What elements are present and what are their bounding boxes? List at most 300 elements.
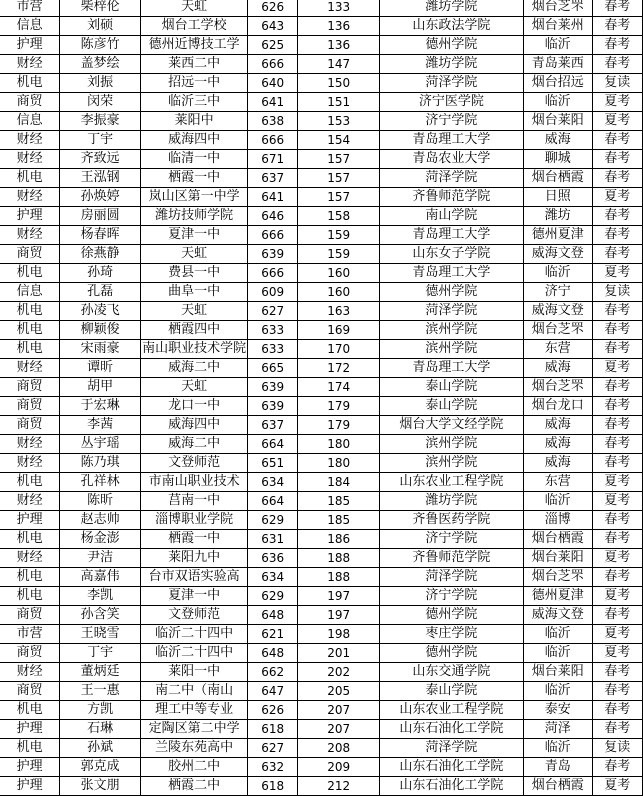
name-cell: 陈昕 xyxy=(60,492,141,511)
exam-type-cell: 春考 xyxy=(592,55,642,74)
name-cell: 尹洁 xyxy=(60,549,141,568)
name-cell: 赵志帅 xyxy=(60,511,141,530)
school-cell: 曲阜一中 xyxy=(141,283,248,302)
exam-type-cell: 春考 xyxy=(592,682,642,701)
college-cell: 青岛理工大学 xyxy=(379,264,523,283)
college-cell: 济宁医学院 xyxy=(379,93,523,112)
name-cell: 齐致远 xyxy=(60,150,141,169)
college-cell: 滨州学院 xyxy=(379,340,523,359)
exam-type-cell: 复读 xyxy=(592,74,642,93)
name-cell: 王晓雪 xyxy=(60,625,141,644)
table-row xyxy=(0,93,643,112)
school-cell: 莱阳九中 xyxy=(141,549,248,568)
rank-cell: 157 xyxy=(298,150,380,169)
rank-cell: 133 xyxy=(298,0,380,17)
school-cell: 栖霞一中 xyxy=(141,530,248,549)
name-cell: 丁宇 xyxy=(60,644,141,663)
region-cell: 威海文登 xyxy=(523,606,592,625)
exam-type-cell: 夏考 xyxy=(592,264,642,283)
major-cell: 财经 xyxy=(0,359,60,378)
rank-cell: 170 xyxy=(298,340,380,359)
major-cell: 财经 xyxy=(0,492,60,511)
college-cell: 泰山学院 xyxy=(379,397,523,416)
school-cell: 招远一中 xyxy=(141,74,248,93)
score-cell: 651 xyxy=(248,454,298,473)
rank-cell: 157 xyxy=(298,169,380,188)
rank-cell: 160 xyxy=(298,264,380,283)
major-cell: 机电 xyxy=(0,701,60,720)
name-cell: 王一惠 xyxy=(60,682,141,701)
college-cell: 德州学院 xyxy=(379,36,523,55)
region-cell: 泰安 xyxy=(523,701,592,720)
table-row xyxy=(0,454,643,473)
table-row xyxy=(0,701,643,720)
exam-type-cell: 夏考 xyxy=(592,188,642,207)
major-cell: 护理 xyxy=(0,511,60,530)
major-cell: 机电 xyxy=(0,74,60,93)
table-row xyxy=(0,606,643,625)
region-cell: 威海 xyxy=(523,131,592,150)
exam-type-cell: 夏考 xyxy=(592,93,642,112)
exam-type-cell: 春考 xyxy=(592,0,642,17)
college-cell: 山东石油化工学院 xyxy=(379,777,523,796)
exam-type-cell: 夏考 xyxy=(592,549,642,568)
region-cell: 烟台莱州 xyxy=(523,17,592,36)
exam-type-cell: 春考 xyxy=(592,454,642,473)
name-cell: 盖梦绘 xyxy=(60,55,141,74)
school-cell: 潍坊技师学院 xyxy=(141,207,248,226)
college-cell: 青岛理工大学 xyxy=(379,359,523,378)
rank-cell: 185 xyxy=(298,492,380,511)
region-cell: 聊城 xyxy=(523,150,592,169)
score-cell: 625 xyxy=(248,36,298,55)
table-row xyxy=(0,340,643,359)
college-cell: 南山学院 xyxy=(379,207,523,226)
school-cell: 南二中（南山 xyxy=(141,682,248,701)
rank-cell: 157 xyxy=(298,188,380,207)
score-cell: 638 xyxy=(248,112,298,131)
name-cell: 于宏琳 xyxy=(60,397,141,416)
table-row xyxy=(0,720,643,739)
region-cell: 威海文登 xyxy=(523,245,592,264)
major-cell: 财经 xyxy=(0,663,60,682)
school-cell: 夏津一中 xyxy=(141,587,248,606)
school-cell: 天虹 xyxy=(141,245,248,264)
score-cell: 646 xyxy=(248,207,298,226)
name-cell: 房丽圆 xyxy=(60,207,141,226)
score-cell: 609 xyxy=(248,283,298,302)
table-row xyxy=(0,739,643,758)
major-cell: 护理 xyxy=(0,36,60,55)
rank-cell: 172 xyxy=(298,359,380,378)
major-cell: 市营 xyxy=(0,625,60,644)
major-cell: 护理 xyxy=(0,720,60,739)
school-cell: 栖霞二中 xyxy=(141,777,248,796)
exam-type-cell: 春考 xyxy=(592,606,642,625)
region-cell: 威海 xyxy=(523,454,592,473)
exam-type-cell: 夏考 xyxy=(592,777,642,796)
region-cell: 威海 xyxy=(523,416,592,435)
major-cell: 商贸 xyxy=(0,682,60,701)
rank-cell: 198 xyxy=(298,625,380,644)
college-cell: 滨州学院 xyxy=(379,321,523,340)
name-cell: 高嘉伟 xyxy=(60,568,141,587)
exam-type-cell: 复读 xyxy=(592,739,642,758)
exam-type-cell: 春考 xyxy=(592,340,642,359)
rank-cell: 153 xyxy=(298,112,380,131)
score-cell: 666 xyxy=(248,131,298,150)
region-cell: 德州夏津 xyxy=(523,226,592,245)
score-cell: 634 xyxy=(248,473,298,492)
major-cell: 机电 xyxy=(0,473,60,492)
name-cell: 杨春晖 xyxy=(60,226,141,245)
score-cell: 641 xyxy=(248,188,298,207)
exam-type-cell: 复读 xyxy=(592,283,642,302)
exam-type-cell: 春考 xyxy=(592,207,642,226)
school-cell: 临沂三中 xyxy=(141,93,248,112)
table-row xyxy=(0,473,643,492)
college-cell: 菏泽学院 xyxy=(379,74,523,93)
score-cell: 639 xyxy=(248,397,298,416)
college-cell: 济宁学院 xyxy=(379,530,523,549)
table-row xyxy=(0,207,643,226)
region-cell: 威海 xyxy=(523,359,592,378)
table-row xyxy=(0,530,643,549)
exam-type-cell: 夏考 xyxy=(592,473,642,492)
rank-cell: 179 xyxy=(298,416,380,435)
college-cell: 泰山学院 xyxy=(379,378,523,397)
table-row xyxy=(0,587,643,606)
college-cell: 泰山学院 xyxy=(379,682,523,701)
college-cell: 菏泽学院 xyxy=(379,169,523,188)
school-cell: 莒南一中 xyxy=(141,492,248,511)
score-cell: 632 xyxy=(248,758,298,777)
college-cell: 齐鲁师范学院 xyxy=(379,188,523,207)
school-cell: 市南山职业技术 xyxy=(141,473,248,492)
school-cell: 天虹 xyxy=(141,378,248,397)
region-cell: 烟台莱阳 xyxy=(523,663,592,682)
region-cell: 临沂 xyxy=(523,682,592,701)
region-cell: 临沂 xyxy=(523,36,592,55)
region-cell: 威海 xyxy=(523,435,592,454)
score-cell: 664 xyxy=(248,492,298,511)
score-cell: 618 xyxy=(248,720,298,739)
name-cell: 闵荣 xyxy=(60,93,141,112)
major-cell: 商贸 xyxy=(0,93,60,112)
name-cell: 柴梓伦 xyxy=(60,0,141,17)
school-cell: 莱阳中 xyxy=(141,112,248,131)
major-cell: 财经 xyxy=(0,131,60,150)
exam-type-cell: 夏考 xyxy=(592,492,642,511)
score-cell: 637 xyxy=(248,416,298,435)
region-cell: 烟台芝罘 xyxy=(523,568,592,587)
college-cell: 齐鲁医药学院 xyxy=(379,511,523,530)
name-cell: 孙凌飞 xyxy=(60,302,141,321)
score-cell: 665 xyxy=(248,359,298,378)
major-cell: 市营 xyxy=(0,0,60,17)
rank-cell: 180 xyxy=(298,435,380,454)
table-row xyxy=(0,435,643,454)
region-cell: 青岛 xyxy=(523,758,592,777)
table-row xyxy=(0,36,643,55)
school-cell: 台市双语实验高 xyxy=(141,568,248,587)
school-cell: 莱西二中 xyxy=(141,55,248,74)
major-cell: 财经 xyxy=(0,226,60,245)
rank-cell: 163 xyxy=(298,302,380,321)
name-cell: 李振豪 xyxy=(60,112,141,131)
college-cell: 潍坊学院 xyxy=(379,492,523,511)
region-cell: 临沂 xyxy=(523,264,592,283)
name-cell: 杨金澎 xyxy=(60,530,141,549)
college-cell: 菏泽学院 xyxy=(379,568,523,587)
major-cell: 商贸 xyxy=(0,606,60,625)
school-cell: 胶州二中 xyxy=(141,758,248,777)
exam-type-cell: 夏考 xyxy=(592,359,642,378)
score-cell: 621 xyxy=(248,625,298,644)
exam-type-cell: 春考 xyxy=(592,720,642,739)
rank-cell: 188 xyxy=(298,549,380,568)
exam-type-cell: 春考 xyxy=(592,530,642,549)
college-cell: 菏泽学院 xyxy=(379,302,523,321)
major-cell: 机电 xyxy=(0,321,60,340)
region-cell: 烟台招远 xyxy=(523,74,592,93)
college-cell: 济宁学院 xyxy=(379,112,523,131)
school-cell: 兰陵东苑高中 xyxy=(141,739,248,758)
name-cell: 孙琦 xyxy=(60,264,141,283)
score-cell: 631 xyxy=(248,530,298,549)
college-cell: 齐鲁师范学院 xyxy=(379,549,523,568)
rank-cell: 212 xyxy=(298,777,380,796)
major-cell: 财经 xyxy=(0,454,60,473)
table-row xyxy=(0,359,643,378)
rank-cell: 160 xyxy=(298,283,380,302)
school-cell: 德州近博技工学 xyxy=(141,36,248,55)
name-cell: 孙斌 xyxy=(60,739,141,758)
exam-type-cell: 夏考 xyxy=(592,587,642,606)
exam-type-cell: 春考 xyxy=(592,302,642,321)
rank-cell: 197 xyxy=(298,587,380,606)
score-cell: 629 xyxy=(248,511,298,530)
table-row xyxy=(0,226,643,245)
college-cell: 山东女子学院 xyxy=(379,245,523,264)
college-cell: 山东石油化工学院 xyxy=(379,720,523,739)
table-row xyxy=(0,568,643,587)
rank-cell: 209 xyxy=(298,758,380,777)
region-cell: 东营 xyxy=(523,473,592,492)
school-cell: 栖霞四中 xyxy=(141,321,248,340)
college-cell: 德州学院 xyxy=(379,606,523,625)
table-row xyxy=(0,17,643,36)
major-cell: 财经 xyxy=(0,55,60,74)
college-cell: 山东交通学院 xyxy=(379,663,523,682)
exam-type-cell: 春考 xyxy=(592,511,642,530)
score-cell: 639 xyxy=(248,378,298,397)
region-cell: 临沂 xyxy=(523,625,592,644)
score-cell: 639 xyxy=(248,245,298,264)
rank-cell: 150 xyxy=(298,74,380,93)
region-cell: 临沂 xyxy=(523,492,592,511)
table-row xyxy=(0,549,643,568)
rank-cell: 147 xyxy=(298,55,380,74)
table-row xyxy=(0,397,643,416)
major-cell: 商贸 xyxy=(0,378,60,397)
table-row xyxy=(0,188,643,207)
school-cell: 临清一中 xyxy=(141,150,248,169)
exam-type-cell: 春考 xyxy=(592,701,642,720)
table-row xyxy=(0,321,643,340)
score-cell: 634 xyxy=(248,568,298,587)
table-row xyxy=(0,150,643,169)
table-row xyxy=(0,0,643,17)
school-cell: 威海四中 xyxy=(141,131,248,150)
score-cell: 633 xyxy=(248,340,298,359)
exam-type-cell: 夏考 xyxy=(592,644,642,663)
major-cell: 护理 xyxy=(0,758,60,777)
name-cell: 孔祥林 xyxy=(60,473,141,492)
school-cell: 栖霞一中 xyxy=(141,169,248,188)
major-cell: 商贸 xyxy=(0,416,60,435)
name-cell: 谭昕 xyxy=(60,359,141,378)
score-cell: 671 xyxy=(248,150,298,169)
region-cell: 青岛莱西 xyxy=(523,55,592,74)
school-cell: 文登师范 xyxy=(141,454,248,473)
exam-type-cell: 春考 xyxy=(592,568,642,587)
rank-cell: 201 xyxy=(298,644,380,663)
rank-cell: 179 xyxy=(298,397,380,416)
college-cell: 德州学院 xyxy=(379,644,523,663)
school-cell: 威海二中 xyxy=(141,435,248,454)
exam-type-cell: 夏考 xyxy=(592,625,642,644)
name-cell: 张文朋 xyxy=(60,777,141,796)
score-cell: 648 xyxy=(248,644,298,663)
table-row xyxy=(0,131,643,150)
table-row xyxy=(0,169,643,188)
table-row xyxy=(0,758,643,777)
name-cell: 孙焕婷 xyxy=(60,188,141,207)
name-cell: 刘振 xyxy=(60,74,141,93)
school-cell: 夏津一中 xyxy=(141,226,248,245)
rank-cell: 180 xyxy=(298,454,380,473)
school-cell: 莱阳一中 xyxy=(141,663,248,682)
name-cell: 丁宇 xyxy=(60,131,141,150)
college-cell: 滨州学院 xyxy=(379,454,523,473)
region-cell: 烟台芝罘 xyxy=(523,0,592,17)
college-cell: 潍坊学院 xyxy=(379,55,523,74)
name-cell: 胡甲 xyxy=(60,378,141,397)
region-cell: 烟台栖霞 xyxy=(523,169,592,188)
table-row xyxy=(0,777,643,796)
table-row xyxy=(0,302,643,321)
exam-type-cell: 夏考 xyxy=(592,112,642,131)
table-row xyxy=(0,492,643,511)
major-cell: 信息 xyxy=(0,283,60,302)
college-cell: 滨州学院 xyxy=(379,435,523,454)
school-cell: 岚山区第一中学 xyxy=(141,188,248,207)
exam-type-cell: 春考 xyxy=(592,169,642,188)
school-cell: 威海四中 xyxy=(141,416,248,435)
college-cell: 山东政法学院 xyxy=(379,17,523,36)
region-cell: 淄博 xyxy=(523,511,592,530)
score-cell: 643 xyxy=(248,17,298,36)
school-cell: 烟台工学校 xyxy=(141,17,248,36)
major-cell: 财经 xyxy=(0,150,60,169)
region-cell: 临沂 xyxy=(523,739,592,758)
rank-cell: 136 xyxy=(298,36,380,55)
college-cell: 济宁学院 xyxy=(379,587,523,606)
rank-cell: 207 xyxy=(298,720,380,739)
region-cell: 临沂 xyxy=(523,93,592,112)
major-cell: 机电 xyxy=(0,264,60,283)
rank-cell: 159 xyxy=(298,245,380,264)
region-cell: 东营 xyxy=(523,340,592,359)
rank-cell: 202 xyxy=(298,663,380,682)
major-cell: 信息 xyxy=(0,112,60,131)
region-cell: 威海文登 xyxy=(523,302,592,321)
major-cell: 机电 xyxy=(0,568,60,587)
name-cell: 宋雨豪 xyxy=(60,340,141,359)
rank-cell: 158 xyxy=(298,207,380,226)
score-cell: 633 xyxy=(248,321,298,340)
score-cell: 618 xyxy=(248,777,298,796)
college-cell: 青岛理工大学 xyxy=(379,131,523,150)
major-cell: 财经 xyxy=(0,435,60,454)
name-cell: 徐燕静 xyxy=(60,245,141,264)
school-cell: 淄博职业学院 xyxy=(141,511,248,530)
school-cell: 龙口一中 xyxy=(141,397,248,416)
table-row xyxy=(0,644,643,663)
college-cell: 山东农业工程学院 xyxy=(379,473,523,492)
college-cell: 山东石油化工学院 xyxy=(379,758,523,777)
region-cell: 烟台芝罘 xyxy=(523,321,592,340)
table-row xyxy=(0,264,643,283)
region-cell: 潍坊 xyxy=(523,207,592,226)
college-cell: 青岛农业大学 xyxy=(379,150,523,169)
major-cell: 机电 xyxy=(0,739,60,758)
rank-cell: 184 xyxy=(298,473,380,492)
region-cell: 烟台芝罘 xyxy=(523,378,592,397)
table-row xyxy=(0,112,643,131)
rank-cell: 174 xyxy=(298,378,380,397)
region-cell: 烟台栖霞 xyxy=(523,530,592,549)
exam-type-cell: 春考 xyxy=(592,245,642,264)
college-cell: 德州学院 xyxy=(379,283,523,302)
rank-cell: 208 xyxy=(298,739,380,758)
score-cell: 640 xyxy=(248,74,298,93)
major-cell: 机电 xyxy=(0,530,60,549)
name-cell: 丛宇瑶 xyxy=(60,435,141,454)
rank-cell: 159 xyxy=(298,226,380,245)
score-cell: 641 xyxy=(248,93,298,112)
exam-type-cell: 春考 xyxy=(592,416,642,435)
table-row xyxy=(0,378,643,397)
region-cell: 烟台莱阳 xyxy=(523,549,592,568)
name-cell: 郭克成 xyxy=(60,758,141,777)
school-cell: 天虹 xyxy=(141,0,248,17)
major-cell: 护理 xyxy=(0,777,60,796)
school-cell: 定陶区第二中学 xyxy=(141,720,248,739)
region-cell: 临沂 xyxy=(523,644,592,663)
school-cell: 威海二中 xyxy=(141,359,248,378)
exam-type-cell: 春考 xyxy=(592,150,642,169)
major-cell: 商贸 xyxy=(0,245,60,264)
rank-cell: 205 xyxy=(298,682,380,701)
exam-type-cell: 春考 xyxy=(592,321,642,340)
exam-type-cell: 春考 xyxy=(592,17,642,36)
exam-type-cell: 春考 xyxy=(592,663,642,682)
name-cell: 刘硕 xyxy=(60,17,141,36)
rank-cell: 169 xyxy=(298,321,380,340)
region-cell: 菏泽 xyxy=(523,720,592,739)
